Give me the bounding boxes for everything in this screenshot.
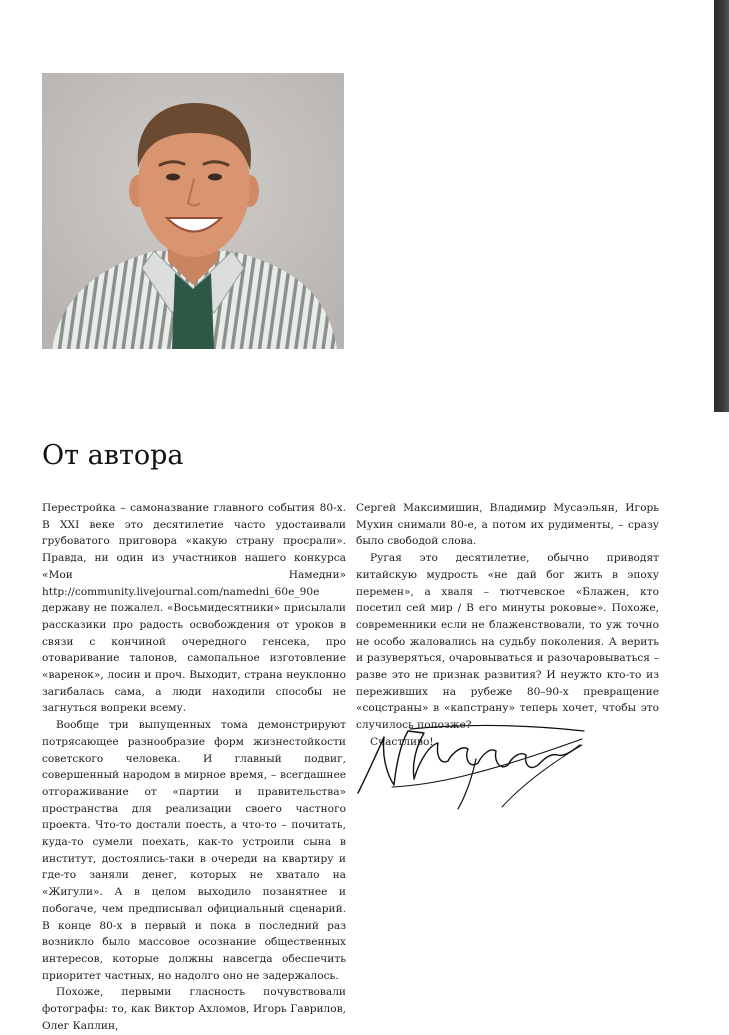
author-portrait	[42, 73, 344, 349]
author-signature	[352, 715, 592, 815]
portrait-illustration	[42, 73, 344, 349]
article-column-right	[356, 500, 659, 751]
adjacent-page-photo-edge	[714, 0, 729, 412]
article-paragraph: Похоже, первыми гласность почувствовали фотографы: то, как Виктор Ахломов, Игорь Гаврилов, Олег Каплин,	[42, 986, 346, 1032]
page-title: От автора	[42, 440, 184, 471]
article-paragraph: Сергей Максимишин, Владимир Мусаэльян, Игорь Мухин снимали 80-е, а потом их рудименты, – сразу было свободой слова.	[356, 502, 659, 548]
article-paragraph: Ругая это десятилетие, обычно приводят китайскую мудрость «не дай бог жить в эпоху перемен», а хваля – тютчевское «Блажен, кто посетил сей мир / В его минуты роковые». Похоже, современники если не блаженствовали, то уж точно не особо жаловались на судьбу поколения. А верить и разуверяться, очаровываться и разочаровываться – разве это не признак развития? И неужто кто-то из переживших на рубеже 80–90-х превращение «соцстраны» в «капстрану» теперь хочет, чтобы это случилось попозже?	[356, 552, 659, 732]
article-closing: Счастливо!	[370, 735, 434, 748]
article-column-left	[42, 500, 346, 1035]
article-paragraph: Перестройка – самоназвание главного события 80-х. В XXI веке это десятилетие часто удостаивали грубоватого приговора «какую страну просрали». Правда, ни один из участников нашего конкурса «Мои Намедни» http://community.livejournal.com/namedni_60e_90e державу не пожалел. «Восьмидесятники» присылали рассказики про радость освобождения от уроков в связи с кончиной очередного генсека, про отоваривание талонов, самопальное изготовление «варенок», лосин и проч. Выходит, страна неуклонно загибалась сама, а люди находили способы не загнуться вопреки всему.	[42, 502, 346, 715]
article-paragraph: Вообще три выпущенных тома демонстрируют потрясающее разнообразие форм жизнестойкости советского человека. И главный подвиг, совершенный народом в мирное время, – всегдашнее отгораживание от «партии и правительства» пространства для реализации своего частного проекта. Что-то достали поесть, а что-то – почитать, куда-то сумели поехать, как-то устроили сына в институт, достоялись-таки в очереди на квартиру и где-то заняли денег, которых не хватало на «Жигули». А в целом выходило позанятнее и побогаче, чем предписывал официальный сценарий. В конце 80-х в первый и пока в последний раз возникло было массовое осознание общественных интересов, которые должны навсегда обеспечить приоритет частных, но надолго оно не задержалось.	[42, 719, 346, 982]
